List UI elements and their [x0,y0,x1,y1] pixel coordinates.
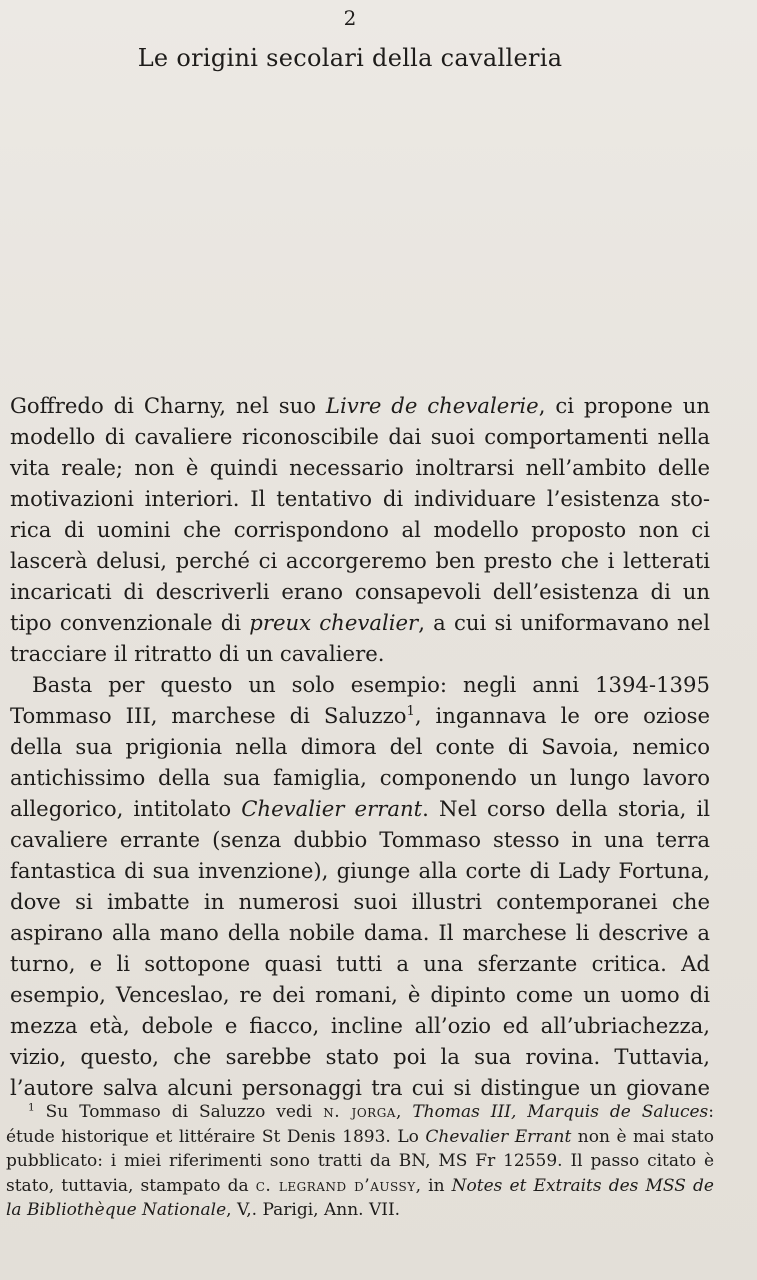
footnote-line [6,1125,714,1150]
italic-title: la Bibliothèque Nationale [6,1200,227,1220]
italic-title: Chevalier Errant [425,1126,572,1147]
text-span: : [708,1102,714,1122]
text-span: . Nel corso della storia, il [422,796,710,821]
paragraph-1-line: vita reale; non è quindi necessario inoltrarsi nell’ambito delle [10,455,710,480]
italic-title: Notes et Extraits des MSS de [451,1175,714,1196]
text-span: , a cui si uniformavano nel [418,610,710,635]
text-span: , in [415,1175,452,1196]
paragraph-2-line [10,700,710,731]
text-span: tipo convenzionale di [10,610,250,635]
paragraph-1-line: lascerà delusi, perché ci accorgeremo ben presto che i letterati [10,548,710,573]
text-span: , ci propone un [538,393,711,418]
body-text [10,390,710,1103]
text-span: étude historique et littéraire St Denis 1893. Lo [6,1126,426,1147]
paragraph-2-line: l’autore salva alcuni personaggi tra cui si distingue un giovane [10,1075,710,1100]
paragraph-1-line: tracciare il ritratto di un cavaliere. [10,641,385,666]
italic-title: Thomas III, Marquis de Saluces [412,1102,709,1122]
footnote-line [6,1174,714,1199]
paragraph-2-line: antichissimo della sua famiglia, componendo un lungo lavoro [10,765,710,790]
paragraph-2-line: dove si imbatte in numerosi suoi illustri contemporanei che [10,889,710,914]
text-span: stato, tuttavia, stampato da [6,1175,256,1196]
paragraph-2-line: Basta per questo un solo esempio: negli anni 1394-1395 [32,672,710,697]
text-span: non è mai stato [571,1126,714,1147]
paragraph-2-line: vizio, questo, che sarebbe stato poi la sua rovina. Tuttavia, [10,1044,710,1069]
paragraph-1-line: modello di cavaliere riconoscibile dai suoi comportamenti nella [10,424,710,449]
chapter-title: Le origini secolari della cavalleria [137,44,563,72]
italic-term: preux chevalier [249,610,419,635]
paragraph-2-line: cavaliere errante (senza dubbio Tommaso stesso in una terra [10,827,710,852]
paragraph-1-line: motivazioni interiori. Il tentativo di individuare l’esistenza sto- [10,486,710,511]
paragraph-1-line: incaricati di descriverli erano consapevoli dell’esistenza di un [10,579,710,604]
paragraph-1-line [10,607,710,638]
paragraph-2-line: mezza età, debole e fiacco, incline all’ozio ed all’ubriachezza, [10,1013,710,1038]
text-span: Goffredo di Charny, nel suo [10,393,326,418]
text-span: , V,. Parigi, Ann. VII. [226,1200,401,1220]
text-span: , ingannava le ore oziose [414,703,710,728]
paragraph-1-line: rica di uomini che corrispondono al modello proposto non ci [10,517,710,542]
paragraph-2-line: turno, e li sottopone quasi tutti a una sferzante critica. Ad [10,951,710,976]
text-span: allegorico, intitolato [10,796,242,821]
italic-title: Livre de chevalerie [325,393,539,418]
footnote-line [6,1100,714,1125]
paragraph-2-line: della sua prigionia nella dimora del conte di Savoia, nemico [10,734,710,759]
footnote-line [6,1198,714,1223]
italic-title: Chevalier errant [241,796,423,821]
paragraph-1-line [10,390,710,421]
text-span: Su Tommaso di Saluzzo vedi [34,1102,324,1122]
page-number: 2 [343,6,357,30]
author-name: c. legrand d’aussy [255,1175,416,1196]
footnote-number: 1 [28,1101,35,1114]
footnote-line: pubblicato: i miei riferimenti sono tratti da BN, MS Fr 12559. Il passo citato è [6,1151,714,1171]
author-name: n. jorga [323,1102,396,1122]
paragraph-2-line [10,793,710,824]
footnote-reference[interactable]: 1 [406,703,415,719]
text-span: , [395,1102,413,1122]
footnotes [6,1100,714,1223]
paragraph-2-line: fantastica di sua invenzione), giunge alla corte di Lady Fortuna, [10,858,710,883]
paragraph-2-line: aspirano alla mano della nobile dama. Il marchese li descrive a [10,920,710,945]
text-span: Tommaso III, marchese di Saluzzo [10,703,407,728]
paragraph-2-line: esempio, Venceslao, re dei romani, è dipinto come un uomo di [10,982,710,1007]
